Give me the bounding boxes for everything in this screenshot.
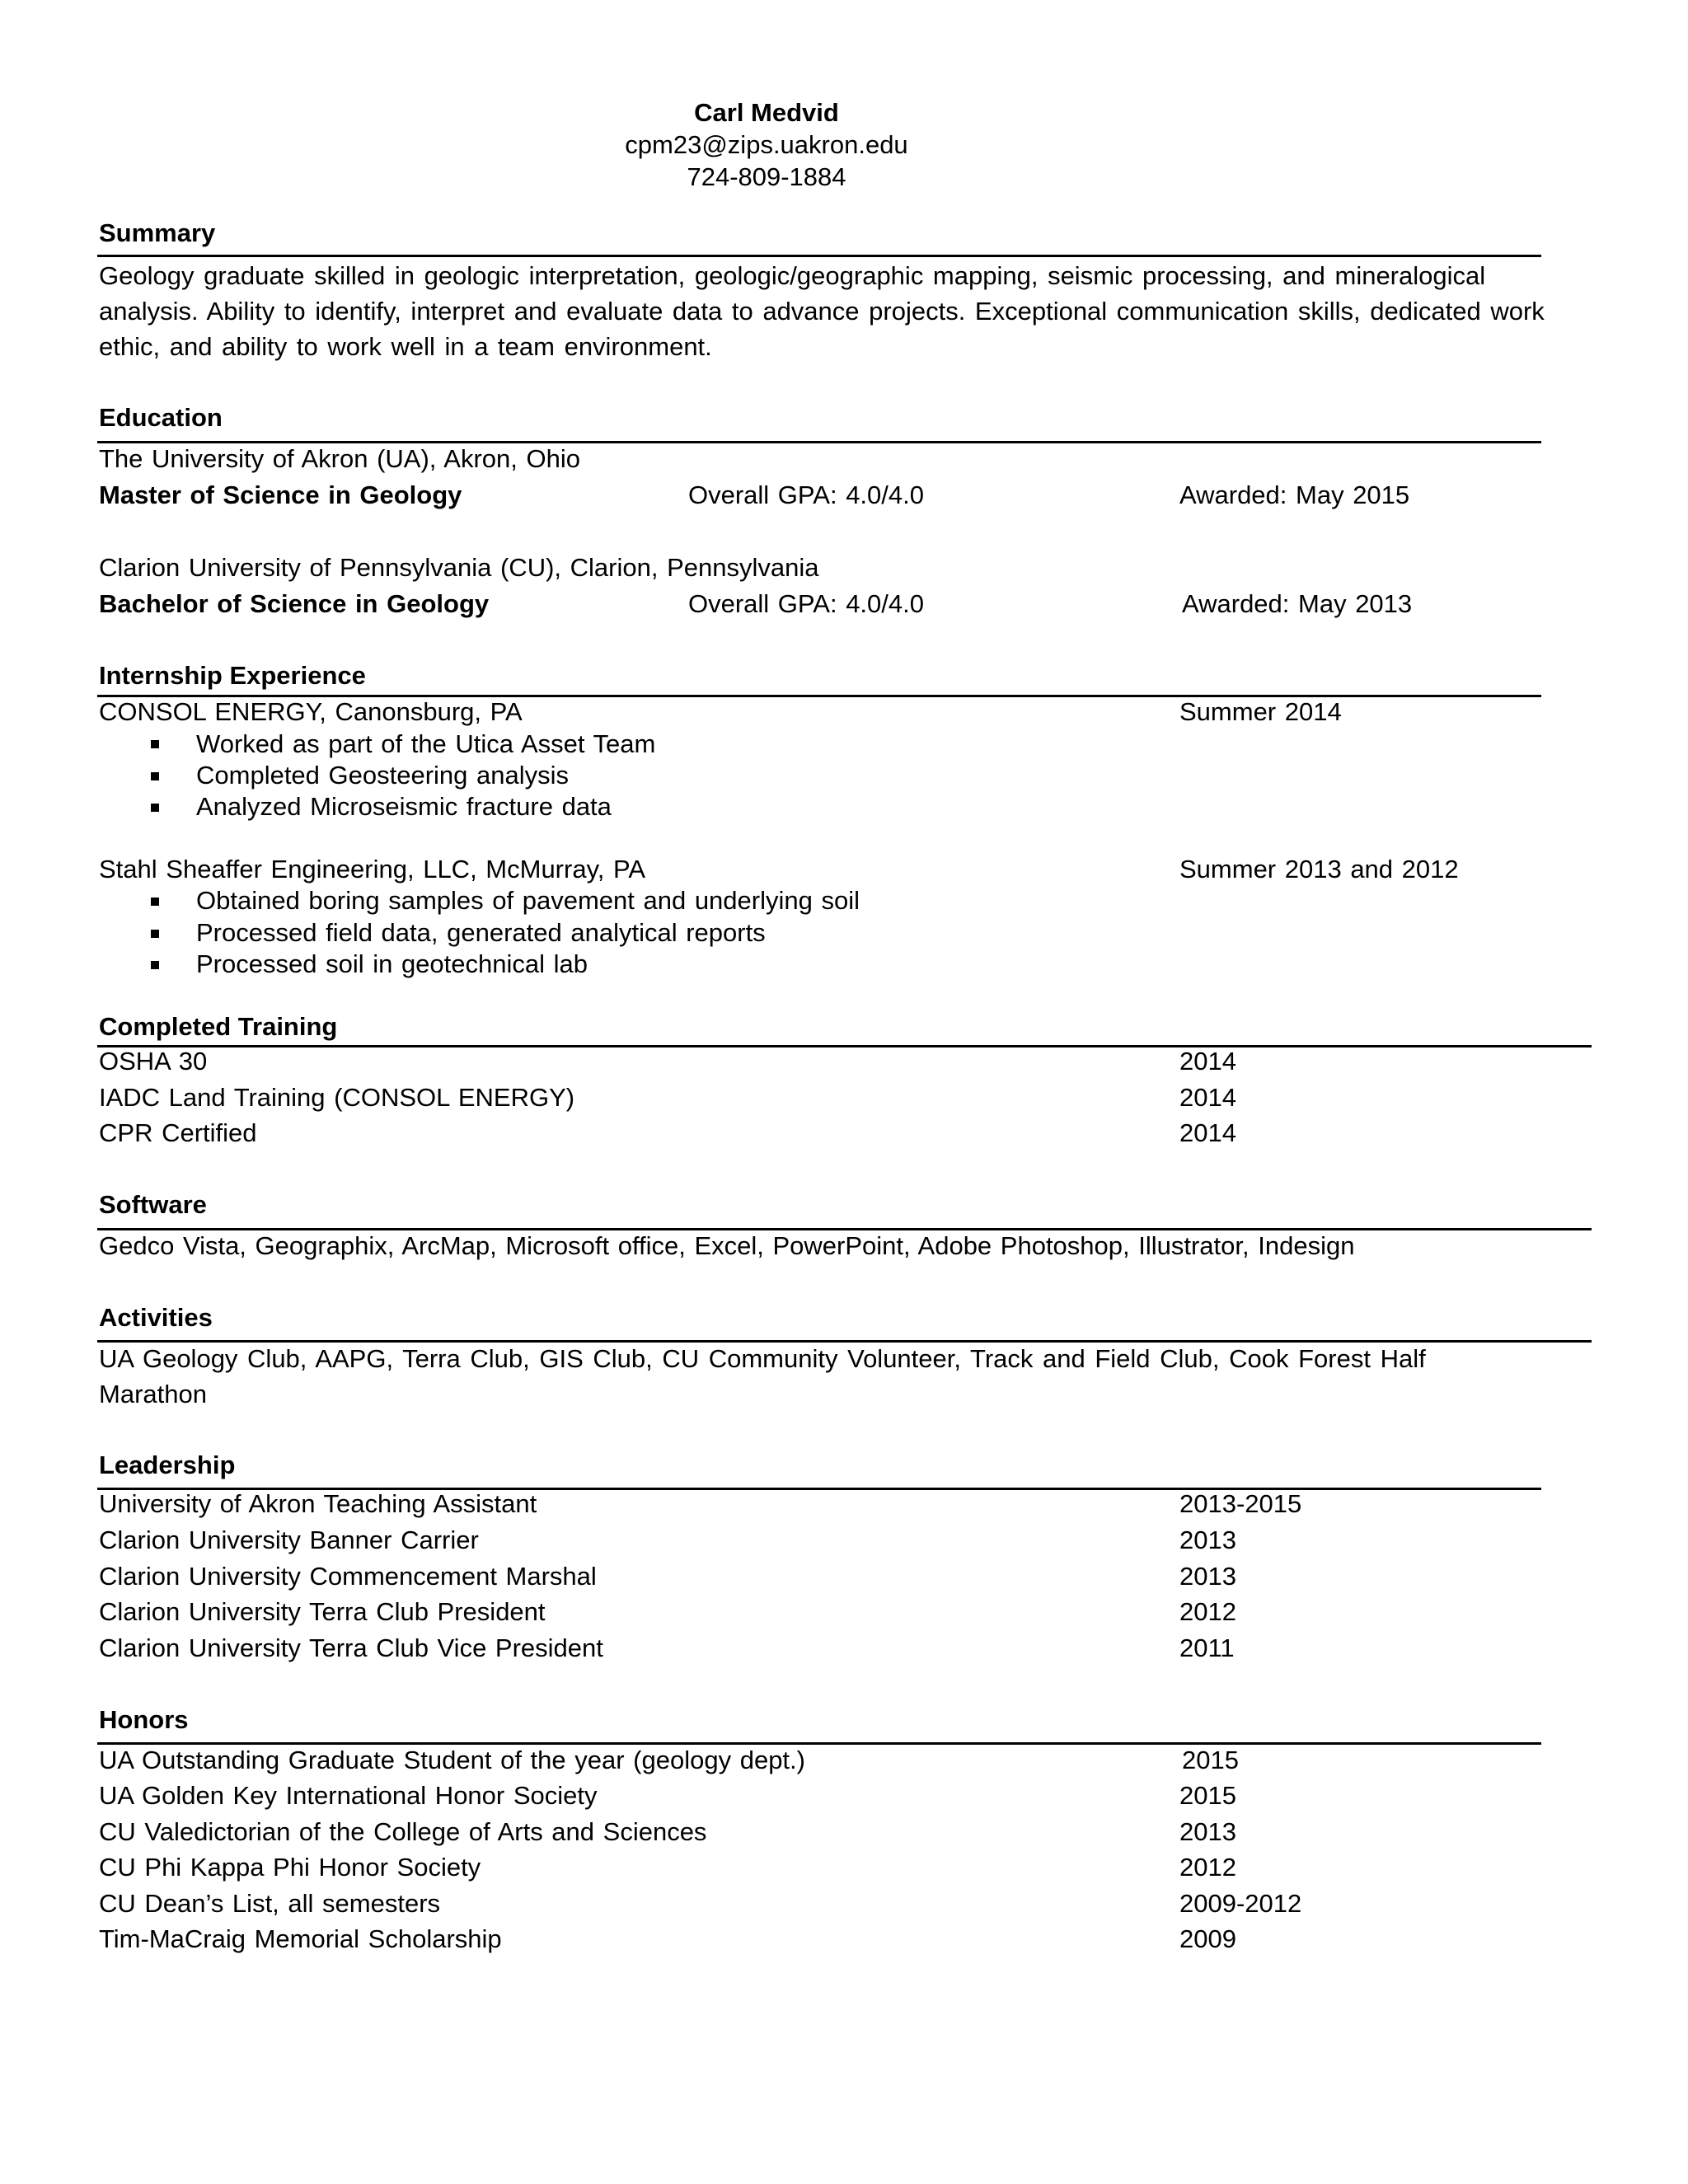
education-gpa: Overall GPA: 4.0/4.0 xyxy=(688,480,924,509)
honors-item: CU Dean’s List, all semesters xyxy=(99,1889,441,1918)
training-item: CPR Certified xyxy=(99,1118,257,1147)
bullet-icon xyxy=(151,898,159,906)
leadership-item: Clarion University Terra Club President xyxy=(99,1597,546,1626)
bullet-icon xyxy=(151,804,159,812)
honors-item: UA Golden Key International Honor Society xyxy=(99,1781,598,1810)
education-awarded: Awarded: May 2013 xyxy=(1182,589,1413,618)
training-divider xyxy=(97,1045,1592,1047)
software-list: Gedco Vista, Geographix, ArcMap, Microsoft office, Excel, PowerPoint, Adobe Photoshop, Illustrator, Indesign xyxy=(99,1231,1355,1260)
internship-bullet: Obtained boring samples of pavement and underlying soil xyxy=(196,886,860,915)
leadership-heading: Leadership xyxy=(99,1451,236,1479)
bullet-icon xyxy=(151,961,159,969)
honors-year: 2009-2012 xyxy=(1179,1889,1302,1918)
candidate-name: Carl Medvid xyxy=(694,98,839,127)
leadership-item: University of Akron Teaching Assistant xyxy=(99,1489,537,1518)
summary-divider xyxy=(97,255,1541,257)
leadership-year: 2012 xyxy=(1179,1597,1236,1626)
internship-bullet: Analyzed Microseismic fracture data xyxy=(196,792,612,821)
summary-heading: Summary xyxy=(99,218,216,247)
leadership-item: Clarion University Commencement Marshal xyxy=(99,1562,597,1591)
honors-item: CU Valedictorian of the College of Arts and Sciences xyxy=(99,1817,707,1846)
activities-heading: Activities xyxy=(99,1303,213,1332)
education-school: The University of Akron (UA), Akron, Ohio xyxy=(99,444,580,473)
internship-company: CONSOL ENERGY, Canonsburg, PA xyxy=(99,697,523,726)
activities-text: UA Geology Club, AAPG, Terra Club, GIS Club, CU Community Volunteer, Track and Field Club, Cook Forest Half Marathon xyxy=(99,1344,1426,1408)
software-heading: Software xyxy=(99,1190,207,1219)
honors-year: 2012 xyxy=(1179,1853,1236,1882)
honors-year: 2009 xyxy=(1179,1924,1236,1953)
internship-bullet: Worked as part of the Utica Asset Team xyxy=(196,729,656,758)
honors-item: CU Phi Kappa Phi Honor Society xyxy=(99,1853,481,1882)
education-gpa: Overall GPA: 4.0/4.0 xyxy=(688,589,924,618)
honors-year: 2015 xyxy=(1179,1781,1236,1810)
education-school: Clarion University of Pennsylvania (CU), Clarion, Pennsylvania xyxy=(99,553,819,582)
training-heading: Completed Training xyxy=(99,1012,338,1041)
education-awarded: Awarded: May 2015 xyxy=(1179,480,1410,509)
internship-bullet: Processed field data, generated analytical reports xyxy=(196,918,766,947)
honors-heading: Honors xyxy=(99,1705,189,1734)
internship-company: Stahl Sheaffer Engineering, LLC, McMurray, PA xyxy=(99,855,646,883)
leadership-year: 2011 xyxy=(1179,1633,1235,1662)
internship-date: Summer 2013 and 2012 xyxy=(1179,855,1459,883)
summary-text: Geology graduate skilled in geologic interpretation, geologic/geographic mapping, seismic processing, and mineralogical analysis. Ability to identify, interpret and evaluate data to advance projects. Exceptional communication skills, dedicated work ethic, and ability to work well in a team environment. xyxy=(99,261,1545,361)
bullet-icon xyxy=(151,772,159,780)
leadership-year: 2013 xyxy=(1179,1562,1236,1591)
candidate-email[interactable]: cpm23@zips.uakron.edu xyxy=(625,130,908,159)
training-item: OSHA 30 xyxy=(99,1047,208,1076)
honors-item: Tim-MaCraig Memorial Scholarship xyxy=(99,1924,502,1953)
education-degree: Master of Science in Geology xyxy=(99,480,462,509)
honors-year: 2013 xyxy=(1179,1817,1236,1846)
honors-year: 2015 xyxy=(1182,1746,1239,1774)
training-year: 2014 xyxy=(1179,1083,1236,1112)
leadership-item: Clarion University Banner Carrier xyxy=(99,1526,479,1554)
internship-bullet: Completed Geosteering analysis xyxy=(196,761,570,790)
internship-heading: Internship Experience xyxy=(99,661,366,690)
honors-item: UA Outstanding Graduate Student of the year (geology dept.) xyxy=(99,1746,805,1774)
bullet-icon xyxy=(151,740,159,748)
internship-date: Summer 2014 xyxy=(1179,697,1342,726)
training-year: 2014 xyxy=(1179,1047,1236,1076)
leadership-item: Clarion University Terra Club Vice President xyxy=(99,1633,603,1662)
education-heading: Education xyxy=(99,403,223,432)
leadership-year: 2013 xyxy=(1179,1526,1236,1554)
leadership-year: 2013-2015 xyxy=(1179,1489,1302,1518)
training-year: 2014 xyxy=(1179,1118,1236,1147)
internship-bullet: Processed soil in geotechnical lab xyxy=(196,949,588,978)
training-item: IADC Land Training (CONSOL ENERGY) xyxy=(99,1083,575,1112)
candidate-phone: 724-809-1884 xyxy=(687,162,846,191)
bullet-icon xyxy=(151,930,159,938)
education-degree: Bachelor of Science in Geology xyxy=(99,589,490,618)
